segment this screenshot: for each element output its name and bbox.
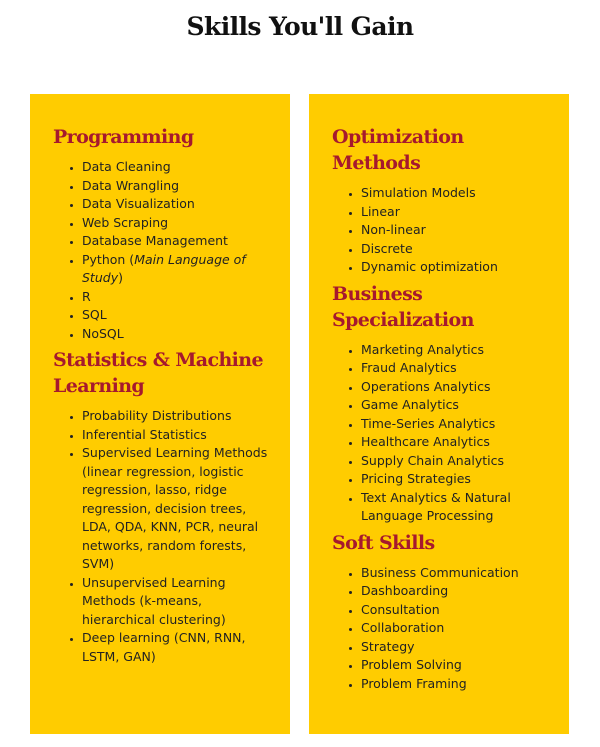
list-item: • Pricing Strategies — [361, 470, 553, 489]
list-item: • Unsupervised Learning Methods (k-means, hierarchical clustering) — [82, 574, 274, 630]
list-item: • SQL — [82, 306, 274, 325]
python-suffix: ) — [118, 270, 123, 285]
skills-card-left — [30, 94, 290, 734]
list-item: • Inferential Statistics — [82, 426, 274, 445]
list-item: • Data Visualization — [82, 195, 274, 214]
soft-skills-list — [332, 564, 553, 694]
list-item: • Data Wrangling — [82, 177, 274, 196]
list-item: • Healthcare Analytics — [361, 433, 553, 452]
optimization-heading: Optimization Methods — [332, 126, 464, 174]
list-item: • Consultation — [361, 601, 553, 620]
list-item: • Dashboarding — [361, 582, 553, 601]
list-item: • Fraud Analytics — [361, 359, 553, 378]
python-note: Main Language of Study — [82, 251, 246, 285]
business-heading: Business Specialization — [332, 282, 474, 331]
list-item: • Supply Chain Analytics — [361, 452, 553, 471]
python-prefix: Python ( — [82, 251, 135, 267]
list-item: • Linear — [361, 203, 553, 222]
list-item: • Operations Analytics — [361, 378, 553, 397]
list-item: • Collaboration — [361, 619, 553, 638]
list-item: • Database Management — [82, 232, 274, 251]
statistics-heading: Statistics & Machine Learning — [53, 349, 263, 397]
list-item: • Supervised Learning Methods (linear regression, logistic regression, lasso, ridge regression, decision trees, LDA, QDA, KNN, PCR, neural networks, random forests, SVM) — [82, 444, 274, 574]
list-item: • NoSQL — [82, 325, 274, 344]
list-item: • Business Communication — [361, 564, 553, 583]
page-title: Skills You'll Gain — [186, 12, 414, 41]
programming-heading: Programming — [53, 126, 194, 148]
list-item: • Deep learning (CNN, RNN, LSTM, GAN) — [82, 629, 274, 666]
optimization-list — [332, 184, 553, 277]
list-item: • R — [82, 288, 274, 307]
list-item-python — [82, 251, 274, 288]
list-item: • Problem Solving — [361, 656, 553, 675]
statistics-list — [53, 407, 274, 666]
business-list — [332, 341, 553, 526]
list-item: • Dynamic optimization — [361, 258, 553, 277]
list-item: • Non-linear — [361, 221, 553, 240]
list-item: • Probability Distributions — [82, 407, 274, 426]
list-item: • Data Cleaning — [82, 158, 274, 177]
programming-list — [53, 158, 274, 343]
skills-card-right — [309, 94, 569, 734]
list-item: • Problem Framing — [361, 675, 553, 694]
soft-skills-heading: Soft Skills — [332, 531, 435, 554]
list-item: • Web Scraping — [82, 214, 274, 233]
list-item: • Marketing Analytics — [361, 341, 553, 360]
list-item: • Discrete — [361, 240, 553, 259]
list-item: • Time-Series Analytics — [361, 415, 553, 434]
list-item: • Game Analytics — [361, 396, 553, 415]
list-item: • Simulation Models — [361, 184, 553, 203]
list-item: • Strategy — [361, 638, 553, 657]
list-item: • Text Analytics & Natural Language Processing — [361, 489, 553, 526]
